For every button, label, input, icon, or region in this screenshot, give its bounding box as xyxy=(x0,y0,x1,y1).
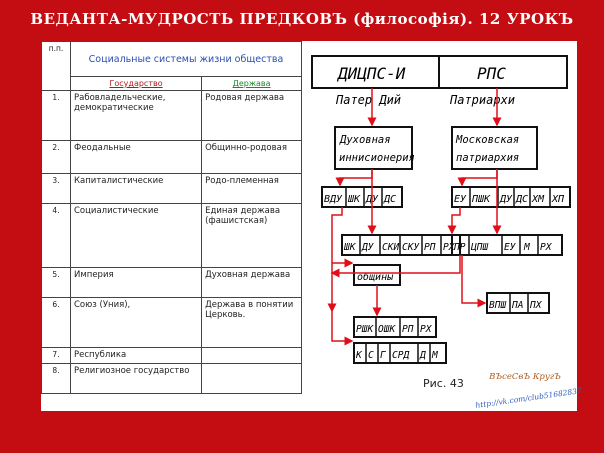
row5-left-1: С xyxy=(368,350,374,361)
box-left-line2: иннисионерия xyxy=(339,152,415,164)
credit-watermark xyxy=(474,372,583,410)
top-right-label: РПС xyxy=(477,64,506,83)
row5-left-5: М xyxy=(432,350,438,361)
top-left-label: ДИЦПС-И xyxy=(338,64,406,83)
row-power: Родовая держава xyxy=(202,91,302,141)
box-right-line2: патриархия xyxy=(456,152,520,164)
row3-right-1: ПА xyxy=(512,300,524,311)
row1-right-5: ХП xyxy=(552,194,565,205)
row3-right-2: ПХ xyxy=(530,300,542,311)
red-arrows xyxy=(332,88,497,341)
row-number: 3. xyxy=(42,174,71,204)
row5-left-4: Д xyxy=(420,350,426,361)
right-column-label: Патриархи xyxy=(450,93,516,107)
column-power: Держава xyxy=(202,77,302,91)
row-power xyxy=(202,364,302,394)
row1-right-3: ДС xyxy=(516,194,529,205)
row-number: 5. xyxy=(42,268,71,298)
row1-right-1: ПШК xyxy=(472,194,491,205)
credit-name: ВЪсеСвЪ КругЪ xyxy=(489,372,561,382)
row-state: Республика xyxy=(71,348,202,364)
content-panel xyxy=(41,41,583,411)
row-power: Духовная держава xyxy=(202,268,302,298)
row-state: Империя xyxy=(71,268,202,298)
row-number: 6. xyxy=(42,298,71,348)
row2-left-4: РП xyxy=(424,242,436,253)
row2-left-5: РХ xyxy=(443,242,455,253)
row-number: 4. xyxy=(42,204,71,268)
row1-left-1: ШК xyxy=(348,194,361,205)
row2-left-1: ДУ xyxy=(362,242,374,253)
structure-diagram xyxy=(302,41,583,411)
row-power: Общинно-родовая xyxy=(202,141,302,174)
row4-left-3: РХ xyxy=(420,324,432,335)
row-state: Союз (Уния), xyxy=(71,298,202,348)
row1-left-3: ДС xyxy=(384,194,397,205)
row1-left-0: ВДУ xyxy=(324,194,343,205)
left-column-label: Патер Дий xyxy=(336,93,402,107)
communities-label: общины xyxy=(357,272,394,283)
table-number-header: п.п. xyxy=(42,42,71,91)
row4-left-2: РП xyxy=(402,324,414,335)
row2-right-2: ЕУ xyxy=(504,242,516,253)
row-number: 2. xyxy=(42,141,71,174)
row5-left-3: СРД xyxy=(392,350,410,361)
column-state: Государство xyxy=(71,77,202,91)
row-state: Рабовладельческие, демократические xyxy=(71,91,202,141)
row5-left-2: Г xyxy=(380,350,386,361)
row-power: Держава в понятии Церковь. xyxy=(202,298,302,348)
row-state: Социалистические xyxy=(71,204,202,268)
row4-left-0: РШК xyxy=(356,324,374,335)
row4-left-1: ОШК xyxy=(378,324,396,335)
row2-left-3: СКУ xyxy=(402,242,420,253)
row2-left-0: ШК xyxy=(344,242,356,253)
row2-right-3: М xyxy=(524,242,530,253)
row-state: Капиталистические xyxy=(71,174,202,204)
row-number: 8. xyxy=(42,364,71,394)
page-title: ВЕДАНТА-МУДРОСТЬ ПРЕДКОВЪ (философiя). 12 УРОКЪ xyxy=(30,10,574,28)
row-power: Родо-племенная xyxy=(202,174,302,204)
row-number: 7. xyxy=(42,348,71,364)
row1-left-2: ДУ xyxy=(366,194,379,205)
row-state: Феодальные xyxy=(71,141,202,174)
row2-left-2: СКИ xyxy=(382,242,400,253)
row-power: Единая держава (фашистская) xyxy=(202,204,302,268)
row-state: Религиозное государство xyxy=(71,364,202,394)
social-systems-table xyxy=(41,41,302,394)
row2-right-4: РХ xyxy=(540,242,552,253)
credit-url: http://vk.com/club51682837 xyxy=(474,386,583,410)
box-right-line1: Московская xyxy=(456,134,520,146)
box-left-line1: Духовная xyxy=(340,134,391,146)
table-header: Социальные системы жизни общества xyxy=(71,42,302,77)
row-power xyxy=(202,348,302,364)
row5-left-0: К xyxy=(356,350,362,361)
row3-right-0: ВПШ xyxy=(489,300,507,311)
figure-label: Рис. 43 xyxy=(423,377,464,390)
row2-right-1: ЦПШ xyxy=(471,242,489,253)
row2-right-0: ПР xyxy=(454,242,466,253)
row1-right-2: ДУ xyxy=(500,194,513,205)
row1-right-0: ЕУ xyxy=(454,194,467,205)
row-number: 1. xyxy=(42,91,71,141)
row1-right-4: ХМ xyxy=(532,194,545,205)
